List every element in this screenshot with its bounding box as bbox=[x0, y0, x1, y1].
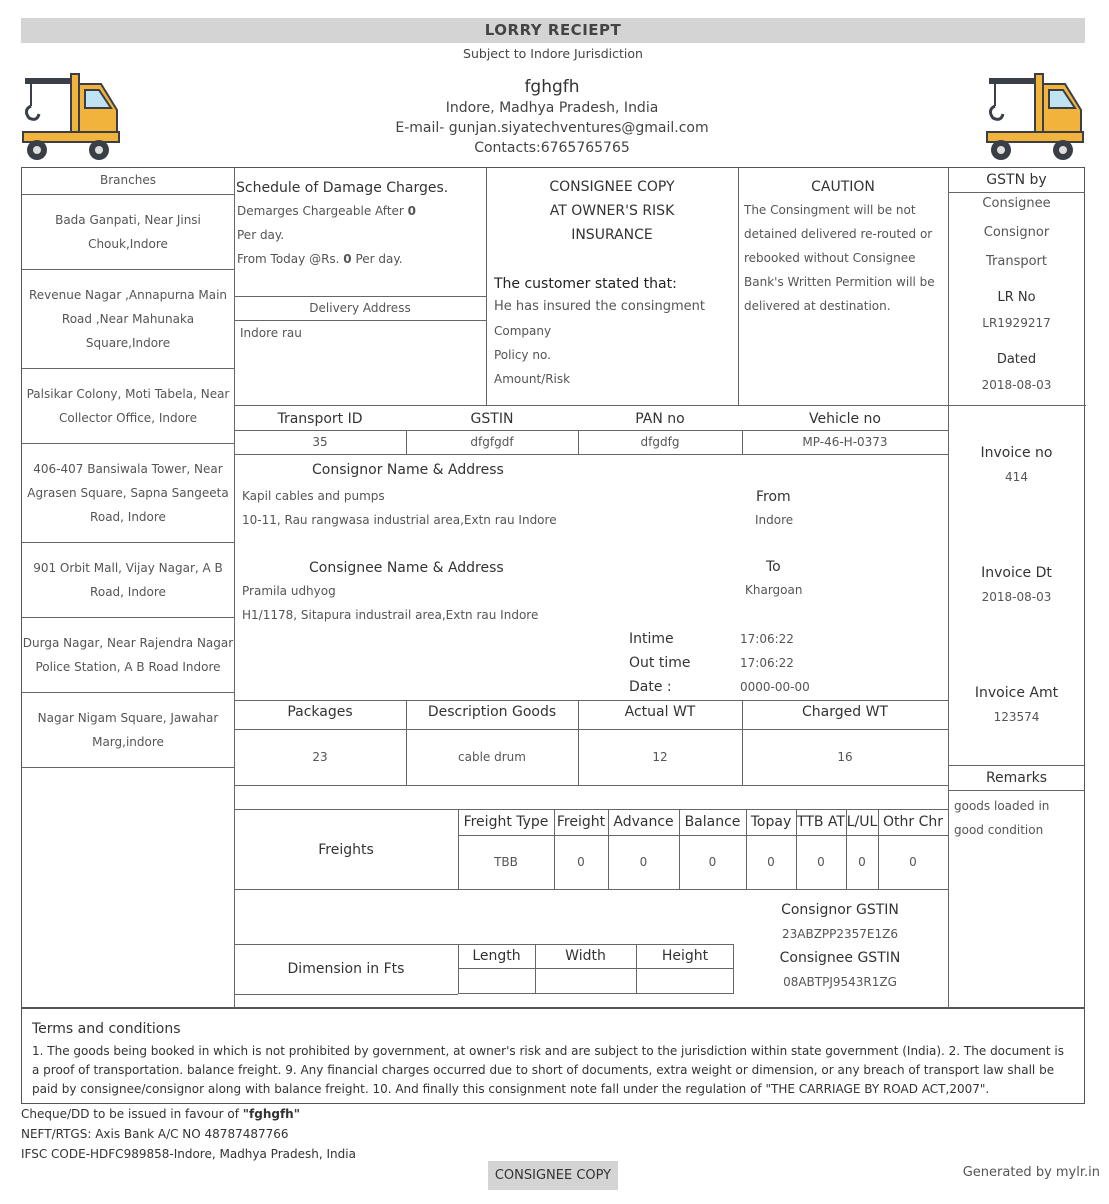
damage-rate: 0 bbox=[343, 252, 352, 266]
remarks-line2: good condition bbox=[954, 823, 1044, 837]
consignee-gstin-label: Consignee GSTIN bbox=[779, 950, 901, 966]
insurance-label: INSURANCE bbox=[571, 227, 653, 243]
height-header: Height bbox=[661, 948, 709, 964]
branch-item bbox=[22, 368, 234, 443]
branch-line: Revenue Nagar ,Annapurna Main bbox=[28, 287, 228, 302]
caution-line: Bank's Written Permition will be bbox=[744, 275, 935, 289]
outtime-label: Out time bbox=[629, 655, 691, 671]
freight-header: TTB AT bbox=[797, 814, 845, 830]
branch-line: Road, Indore bbox=[90, 509, 166, 524]
vehicle-value: MP-46-H-0373 bbox=[802, 435, 888, 449]
freight-value: 0 bbox=[708, 855, 717, 869]
branch-line: Square,Indore bbox=[85, 335, 171, 350]
invoice-amt-value: 123574 bbox=[993, 710, 1040, 724]
terms-text: 1. The goods being booked in which is not prohibited by government, at owner's risk and are subject to the jurisdiction within state government (India). 2. The document is a proof of transportation. balance freight. 9. Any financial charges occurred due to short of documents, extra weight or dimension, or any breach of transport law shall be paid by consignee/consignor along with balance freight. 10. And finally this consignment note fall under the regulation of "THE CARRIAGE BY ROAD ACT,2007". bbox=[32, 1044, 1065, 1096]
gstn-consignee: Consignee bbox=[982, 196, 1051, 211]
company-contacts: Contacts:6765765765 bbox=[474, 140, 630, 156]
jurisdiction-subtitle: Subject to Indore Jurisdiction bbox=[463, 46, 643, 61]
freight-value: TBB bbox=[494, 855, 518, 869]
dated-value: 2018-08-03 bbox=[981, 378, 1052, 392]
branch-line: 406-407 Bansiwala Tower, Near bbox=[33, 461, 223, 476]
consignor-gstin-label: Consignor GSTIN bbox=[781, 902, 899, 918]
caution-line: rebooked without Consignee bbox=[744, 251, 916, 265]
ifsc-line: IFSC CODE-HDFC989858-Indore, Madhya Pradesh, India bbox=[21, 1147, 356, 1161]
date-value: 0000-00-00 bbox=[740, 680, 810, 694]
consignee-address: H1/1178, Sitapura industrail area,Extn rau Indore bbox=[242, 608, 539, 622]
invoice-dt-value: 2018-08-03 bbox=[981, 590, 1052, 604]
branch-line: 901 Orbit Mall, Vijay Nagar, A B bbox=[33, 560, 223, 575]
pan-header: PAN no bbox=[635, 411, 685, 427]
intime-label: Intime bbox=[629, 631, 674, 647]
freight-value: 0 bbox=[639, 855, 648, 869]
gstn-consignor: Consignor bbox=[983, 225, 1050, 240]
date-label: Date : bbox=[629, 679, 672, 695]
branch-item bbox=[22, 194, 234, 269]
dimension-label: Dimension in Fts bbox=[287, 961, 405, 977]
company-email: E-mail- gunjan.siyatechventures@gmail.com bbox=[395, 120, 709, 136]
lr-no-label: LR No bbox=[997, 290, 1036, 305]
copy-type: CONSIGNEE COPY bbox=[549, 179, 675, 195]
branch-line: Road, Indore bbox=[90, 584, 166, 599]
intime-value: 17:06:22 bbox=[740, 632, 794, 646]
customer-stated: The customer stated that: bbox=[494, 276, 677, 292]
branch-line: Marg,indore bbox=[92, 734, 164, 749]
freight-value: 0 bbox=[909, 855, 917, 869]
demurrage-days: 0 bbox=[407, 204, 417, 218]
description-header: Description Goods bbox=[427, 704, 557, 720]
caution-line: detained delivered re-routed or bbox=[744, 227, 933, 241]
branch-line: Agrasen Square, Sapna Sangeeta bbox=[27, 485, 229, 500]
transport-id-header: Transport ID bbox=[277, 411, 363, 427]
remarks-line1: goods loaded in bbox=[954, 799, 1050, 813]
vehicle-header: Vehicle no bbox=[809, 411, 881, 427]
branch-line: Nagar Nigam Square, Jawahar bbox=[37, 710, 219, 725]
terms-heading: Terms and conditions bbox=[32, 1021, 181, 1037]
gstn-heading: GSTN by bbox=[986, 172, 1047, 188]
invoice-dt-label: Invoice Dt bbox=[981, 565, 1052, 581]
damage-line1: Demarges Chargeable After 0 bbox=[237, 204, 417, 218]
receipt-body bbox=[21, 167, 1085, 1008]
caution-line: The Consingment will be not bbox=[744, 203, 916, 217]
invoice-amt-label: Invoice Amt bbox=[974, 685, 1059, 701]
consignor-address: 10-11, Rau rangwasa industrial area,Extn rau Indore bbox=[242, 513, 557, 527]
delivery-heading: Delivery Address bbox=[309, 301, 411, 315]
insurance-company: Company bbox=[494, 324, 552, 338]
outtime-value: 17:06:22 bbox=[740, 656, 794, 670]
branch-item bbox=[22, 443, 234, 542]
amount-risk: Amount/Risk bbox=[494, 372, 571, 386]
consignee-name: Pramila udhyog bbox=[242, 584, 336, 598]
freight-header: Advance bbox=[613, 814, 674, 830]
consignee-gstin-value: 08ABTPJ9543R1ZG bbox=[783, 975, 897, 989]
freight-value: 0 bbox=[577, 855, 585, 869]
gstin-header: GSTIN bbox=[470, 411, 514, 427]
company-address: Indore, Madhya Pradesh, India bbox=[445, 100, 659, 116]
damage-heading: Schedule of Damage Charges. bbox=[236, 180, 449, 196]
policy-no: Policy no. bbox=[494, 348, 551, 362]
branch-item bbox=[22, 692, 234, 767]
branch-line: Collector Office, Indore bbox=[59, 410, 197, 425]
branch-line: Bada Ganpati, Near Jinsi bbox=[55, 212, 201, 227]
freight-header: Topay bbox=[750, 814, 792, 830]
damage-line3: From Today @Rs. 0 Per day. bbox=[237, 252, 403, 266]
gstin-value: dfgfgdf bbox=[470, 435, 514, 449]
transport-id-value: 35 bbox=[312, 435, 328, 449]
freight-value: 0 bbox=[767, 855, 775, 869]
length-header: Length bbox=[472, 948, 521, 964]
copy-type-badge: CONSIGNEE COPY bbox=[488, 1161, 618, 1190]
dated-label: Dated bbox=[996, 352, 1037, 367]
cheque-line: Cheque/DD to be issued in favour of "fghgfh" bbox=[21, 1107, 300, 1121]
damage-line2: Per day. bbox=[237, 228, 285, 242]
caution-line: delivered at destination. bbox=[744, 299, 891, 313]
consignee-heading: Consignee Name & Address bbox=[309, 560, 504, 576]
description-value: cable drum bbox=[458, 750, 526, 764]
branch-line: Police Station, A B Road Indore bbox=[35, 659, 221, 674]
branch-line: Palsikar Colony, Moti Tabela, Near bbox=[26, 386, 230, 401]
generated-by: Generated by mylr.in bbox=[962, 1165, 1100, 1180]
branches-heading: Branches bbox=[100, 173, 156, 187]
packages-header: Packages bbox=[287, 704, 353, 720]
page-title: LORRY RECIEPT bbox=[21, 18, 1085, 43]
freight-header: Balance bbox=[684, 814, 741, 830]
pan-value: dfgdfg bbox=[640, 435, 680, 449]
truck-crane-icon-left bbox=[21, 70, 121, 165]
company-block bbox=[300, 76, 804, 158]
branch-line: Road ,Near Mahunaka bbox=[61, 311, 195, 326]
terms-box bbox=[21, 1008, 1085, 1104]
freight-header: Freight bbox=[556, 814, 606, 830]
owner-risk: AT OWNER'S RISK bbox=[549, 203, 675, 219]
branch-line: Durga Nagar, Near Rajendra Nagar bbox=[22, 635, 234, 650]
from-value: Indore bbox=[755, 513, 794, 527]
charged-wt-header: Charged WT bbox=[802, 704, 888, 720]
truck-crane-icon-right bbox=[985, 70, 1085, 165]
company-name: fghgfh bbox=[524, 77, 580, 97]
branch-item bbox=[22, 617, 234, 692]
from-label: From bbox=[756, 489, 791, 505]
freights-label: Freights bbox=[318, 842, 374, 858]
insured-line: He has insured the consingment bbox=[494, 299, 706, 314]
delivery-address: Indore rau bbox=[240, 326, 302, 340]
to-label: To bbox=[766, 559, 781, 575]
consignor-name: Kapil cables and pumps bbox=[242, 489, 385, 503]
width-header: Width bbox=[565, 948, 606, 964]
to-value: Khargoan bbox=[745, 583, 803, 597]
invoice-no-label: Invoice no bbox=[980, 445, 1053, 461]
branch-item bbox=[22, 542, 234, 617]
caution-heading: CAUTION bbox=[811, 179, 875, 195]
actual-wt-header: Actual WT bbox=[624, 704, 696, 720]
lr-no-value: LR1929217 bbox=[982, 316, 1051, 330]
branch-line: Chouk,Indore bbox=[88, 236, 168, 251]
cheque-favour-name: "fghgfh" bbox=[242, 1107, 300, 1121]
invoice-no-value: 414 bbox=[1005, 470, 1028, 484]
branch-item bbox=[22, 269, 234, 368]
consignor-gstin-value: 23ABZPP2357E1Z6 bbox=[781, 927, 898, 941]
freight-value: 0 bbox=[817, 855, 825, 869]
actual-wt-value: 12 bbox=[652, 750, 668, 764]
freight-value: 0 bbox=[858, 855, 866, 869]
gstn-transport: Transport bbox=[985, 254, 1047, 269]
freight-header: Othr Chr bbox=[883, 814, 943, 830]
consignor-heading: Consignor Name & Address bbox=[312, 462, 504, 478]
charged-wt-value: 16 bbox=[837, 750, 853, 764]
packages-value: 23 bbox=[312, 750, 328, 764]
freight-header: L/UL bbox=[846, 814, 878, 830]
freight-header: Freight Type bbox=[463, 814, 549, 830]
neft-line: NEFT/RTGS: Axis Bank A/C NO 48787487766 bbox=[21, 1127, 289, 1141]
remarks-heading: Remarks bbox=[985, 770, 1048, 786]
